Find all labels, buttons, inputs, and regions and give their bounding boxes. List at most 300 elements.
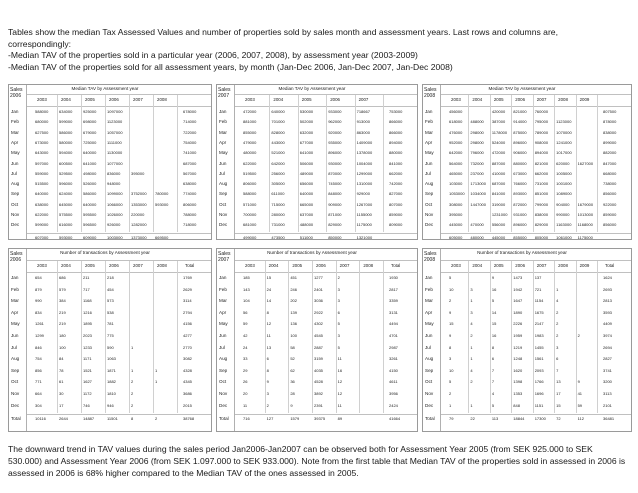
row-total: 2827 [603,356,612,362]
table-cell: 1026000 [107,212,123,217]
total-cell: 112 [577,416,584,422]
col-header-2009: 2009 [579,97,590,102]
col-header-2004: 2004 [472,263,483,268]
table-cell: 1620 [513,367,523,373]
row-total: 753000 [389,109,403,114]
col-header-2007: 2007 [133,97,143,102]
table-cell: 1066000 [107,201,123,207]
table-cell: 1895 [83,321,92,327]
table-cell: 1 [556,286,559,292]
table-cell: 893000 [513,191,527,197]
table-cell: 640000 [83,201,97,207]
row-total: 856000 [603,222,617,228]
row-total: 754000 [183,139,197,145]
table-cell: 3752000 [131,191,147,197]
col-divider [269,95,270,232]
row-total: 922000 [603,201,617,207]
table-cell: 454 [107,286,114,292]
table-cell: 7 [556,367,559,373]
table-cell: 410000 [491,170,506,176]
total-cell: 41664 [389,416,401,422]
row-total: 2693 [603,286,612,292]
col-divider [359,261,360,413]
col-header-2003: 2003 [451,263,461,268]
table-cell: 9 [266,379,269,385]
table-cell: 781 [107,321,114,327]
row-total: 4409 [603,321,612,327]
row-label-jun: Jun [219,333,227,338]
col-divider [597,261,598,413]
col-divider [576,261,577,413]
col-header-2005: 2005 [85,263,95,268]
row-label-may: May [219,321,228,327]
table-cell: 593000 [155,201,169,207]
table-cell: 3 [266,391,269,396]
row-total: 880000 [389,150,403,156]
table-cell: 2391 [314,402,323,408]
row-label-apr: Apr [219,139,227,145]
table-cell: 795000 [534,119,549,125]
row-label-dec: Dec [11,402,20,408]
total-cell: 11501 [107,416,118,422]
table-cell: 829000 [328,222,342,228]
table-cell: 1 [155,379,158,385]
row-total: 2987 [389,344,398,350]
table-cell: 906000 [513,150,527,156]
table-cell: 445000 [449,222,463,228]
row-label-jun: Jun [11,333,19,338]
table-cell: 771 [35,379,42,385]
table-cell: 15 [449,321,454,327]
row-total: 3131 [389,309,398,315]
row-total: 3113 [603,391,612,396]
table-cell: 2 [470,379,473,385]
table-cell: 488000 [470,119,484,125]
row-label-oct: Oct [11,201,19,207]
table-cell: 1766 [534,379,544,385]
row-total: 1624 [603,275,612,280]
table-cell: 717 [83,286,90,292]
table-cell: 220000 [131,212,145,217]
table-cell: 14 [491,309,497,315]
row-total: 687000 [183,160,197,166]
table-cell: 579 [59,286,66,292]
total-cell: 1003000 [107,234,123,240]
table-cell: 3036 [314,298,323,304]
col-header-2007: 2007 [536,263,547,268]
table-cell: 1409000 [356,139,373,145]
table-cell: 5 [491,402,495,408]
table-cell: 9 [491,275,495,280]
table-cell: 990000 [556,212,570,217]
row-label-jun: Jun [425,160,433,166]
table-cell: 472000 [243,109,257,114]
col-header-2006: 2006 [330,97,340,102]
table-cell: 1447000 [470,201,486,207]
table-cell: 894000 [534,150,549,156]
table-cell: 1942 [513,286,523,292]
table-cell: 8 [266,367,269,373]
table-cell: 677000 [299,139,314,145]
sales-year-label: Sales 2007 [217,249,235,431]
row-label-may: May [219,150,228,156]
table-cell: 1647 [513,298,523,304]
total-cell: 2644 [59,416,68,422]
table-cell: 1890 [513,309,523,315]
row-label-dec: Dec [219,222,228,228]
row-label-jan: Jan [219,275,227,280]
row-label-jun: Jun [425,333,433,338]
row-total: 2794 [183,309,192,315]
table-cell: 498000 [83,170,97,176]
table-cell: 488000 [299,222,314,228]
sales-year-label: Sales 2006 [9,85,27,239]
table-cell: 2023 [83,333,92,338]
table-cell: 52 [290,356,295,362]
table-cell: 8 [266,309,269,315]
table-cell: 7 [491,367,495,373]
table-cell: 280000 [271,212,285,217]
row-total: 882000 [603,150,617,156]
table-cell: 700000 [243,212,257,217]
table-cell: 100 [59,344,66,350]
sales-year-label: Sales 2007 [217,85,235,239]
table-cell: 641000 [299,150,314,156]
table-cell: 1089000 [556,191,572,197]
col-header-2006: 2006 [316,263,326,268]
table-cell: 1233 [83,344,92,350]
total-cell: 39375 [314,416,326,422]
col-divider [336,261,337,413]
table-cell: 59 [243,321,248,327]
row-total: 4494 [389,321,398,327]
intro-text [8,27,628,73]
total-cell: 17300 [534,416,546,422]
table-cell: 4528 [314,379,323,385]
table-cell: 1282000 [131,222,147,228]
table-cell: 529500 [59,170,73,176]
col-divider [468,261,469,413]
row-label-may: May [425,150,434,156]
table-cell: 26 [243,379,248,385]
table-cell: 1097000 [107,109,123,114]
table-cell: 686 [59,275,66,280]
tav-table-3 [422,84,632,240]
table-cell: 656000 [299,181,314,187]
row-total: 807500 [603,109,617,114]
table-cell: 665000 [299,201,314,207]
col-header-2006: 2006 [515,263,526,268]
table-cell: 588000 [35,109,49,114]
col-divider [383,261,384,413]
table-cell: 246 [290,286,298,292]
table-cell: 1299000 [356,170,373,176]
table-cell: 502000 [299,119,314,125]
table-cell: 870000 [328,170,342,176]
table-cell: 634000 [59,109,73,114]
row-total: 859000 [603,212,617,217]
col-header-2004: 2004 [61,263,71,268]
row-total: 2101 [603,402,612,408]
table-cell: 645000 [59,201,73,207]
table-cell: 1627 [83,379,92,385]
caption-rule [27,260,211,261]
row-label-sep: Sep [11,367,20,373]
row-total: 722000 [183,129,197,135]
row-label-apr: Apr [11,309,19,315]
table-cell: 521000 [271,150,285,156]
table-cell: 489000 [299,170,314,176]
table-cell: 9 [449,309,452,315]
caption-rule [27,94,211,95]
col-divider [153,261,154,413]
table-cell: 1063 [107,356,116,362]
total-rule [441,233,631,234]
total-cell: 2 [155,416,158,422]
total-cell: 669500 [155,234,169,240]
col-divider [576,95,577,232]
tav-table-2 [216,84,418,240]
row-label-mar: Mar [425,129,433,135]
table-cell: 721 [534,286,542,292]
table-cell: 796000 [470,150,484,156]
table-cell: 1178000 [491,129,508,135]
col-divider [355,95,356,232]
table-cell: 6 [491,356,495,362]
row-total: 3593 [603,309,612,315]
table-cell: 1155000 [356,212,372,217]
table-cell: 3892 [314,391,323,396]
table-cell: 305000 [271,181,285,187]
col-header-2008: 2008 [157,97,167,102]
row-label-sep: Sep [425,191,434,197]
table-caption: Median TAV by Assessment year [488,86,556,91]
table-cell: 880000 [513,160,527,166]
row-label-may: May [11,150,20,156]
intro-line-2: correspondingly: [8,38,72,49]
total-cell: 445000 [491,234,506,240]
table-cell: 13 [556,379,561,385]
table-cell: 887000 [491,160,506,166]
table-cell: 1398 [513,379,523,385]
col-divider [129,95,130,232]
table-cell: 821000 [534,160,549,166]
row-total: 4277 [183,333,192,338]
total-cell: 22 [470,416,475,422]
table-cell: 4 [470,321,473,327]
total-rule [235,233,417,234]
row-label-sep: Sep [425,367,434,373]
row-total: 741000 [183,150,197,156]
table-cell: 896000 [513,139,527,145]
table-cell: 962000 [328,119,342,125]
table-cell: 185 [243,275,250,280]
table-cell: 575500 [59,212,73,217]
table-cell: 1005000 [556,170,572,176]
table-cell: 103000 [449,181,463,187]
table-cell: 395000 [131,170,145,176]
col-header-2005: 2005 [493,263,504,268]
table-cell: 673000 [513,170,527,176]
table-cell: 15 [491,321,497,327]
table-cell: 298000 [470,139,484,145]
table-cell: 896000 [328,150,342,156]
table-cell: 3 [556,344,559,350]
table-cell: 580000 [59,139,73,145]
row-label-nov: Nov [425,212,434,217]
table-cell: 596500 [83,222,97,228]
col-divider [153,95,154,232]
table-cell: 829000 [534,222,549,228]
table-cell: 1168000 [577,222,593,228]
table-cell: 1053000 [449,191,465,197]
table-cell: 2887 [314,344,323,350]
table-cell: 11 [243,402,248,408]
table-cell: 1983 [534,333,544,338]
table-cell: 2 [266,402,269,408]
table-cell: 1171 [83,356,92,362]
table-cell: 1675 [534,309,544,315]
table-cell: 908000 [534,139,549,145]
col-header-total: Total [391,263,401,268]
table-cell: 1123000 [556,119,572,125]
row-total: 662000 [389,170,403,176]
table-cell: 640000 [83,150,97,156]
col-divider [298,95,299,232]
table-cell: 29 [243,367,248,373]
row-label-mar: Mar [219,298,227,304]
total-cell: 855000 [513,234,527,240]
table-cell: 1168 [83,298,92,304]
header-rule [441,272,631,273]
count-table-3 [422,248,632,432]
table-caption: Median TAV by Assessment year [278,86,346,91]
table-cell: 643000 [35,150,49,156]
table-cell: 237000 [470,170,484,176]
sales-year-label: Sales 2006 [9,249,27,431]
row-total: 718000 [183,222,197,228]
table-cell: 622000 [35,212,49,217]
caption-rule [441,260,631,261]
total-cell: 850000 [328,234,342,240]
table-cell: 595500 [83,212,97,217]
table-cell: 10 [449,367,454,373]
col-header-2003: 2003 [451,97,461,102]
table-cell: 933000 [328,109,342,114]
col-divider [468,95,469,232]
table-cell: 2 [556,333,559,338]
table-cell: 4 [491,391,495,396]
table-cell: 1111000 [107,139,122,145]
row-label-jan: Jan [11,109,19,114]
row-label-oct: Oct [219,379,227,385]
table-cell: 1004000 [356,160,373,166]
table-cell: 2 [556,309,559,315]
table-cell: 925000 [83,109,97,114]
table-cell: 881000 [243,119,257,125]
total-cell: 36481 [603,416,615,422]
table-cell: 588000 [243,191,257,197]
table-cell: 8 [491,344,495,350]
table-cell: 387000 [491,119,506,125]
table-cell: 218 [107,275,114,280]
caption-rule [235,260,417,261]
total-cell: 113 [491,416,499,422]
table-cell: 308000 [449,201,463,207]
table-cell: 571000 [243,201,257,207]
table-cell: 12 [266,321,272,327]
table-cell: 1 [470,298,473,304]
row-label-total: Total [11,416,21,422]
table-cell: 848000 [328,191,342,197]
row-total: 894000 [389,139,403,145]
total-cell: 1373000 [131,234,147,240]
row-total: 866000 [389,119,403,125]
row-label-jan: Jan [425,109,433,114]
col-header-2008: 2008 [157,263,167,268]
col-header-2007: 2007 [133,263,143,268]
table-cell: 746 [83,402,90,408]
header-rule [441,106,631,107]
table-cell: 828000 [271,129,285,135]
col-divider [533,95,534,232]
row-total: 899000 [603,139,617,145]
col-divider [511,261,512,413]
col-divider [81,95,82,232]
row-label-jul: Jul [11,170,17,176]
table-cell: 12 [337,391,343,396]
table-cell: 14 [266,298,272,304]
table-cell: 1151 [534,402,544,408]
table-cell: 78 [59,367,64,373]
table-cell: 806000 [243,181,257,187]
count-table-1 [8,248,212,432]
table-cell: 1 [131,344,134,350]
total-cell: 593000 [59,234,73,240]
row-label-mar: Mar [11,298,19,304]
table-cell: 834 [35,309,42,315]
table-cell: 3 [470,286,473,292]
table-cell: 61 [59,379,64,385]
row-label-oct: Oct [11,379,19,385]
table-cell: 698000 [83,119,97,125]
table-cell: 679000 [83,129,97,135]
table-cell: 556000 [491,222,506,228]
table-cell: 456000 [449,109,463,114]
col-divider [288,261,289,413]
row-total: 847000 [603,160,617,166]
table-cell: 616000 [59,222,73,228]
row-total: 2817 [389,286,398,292]
header-rule [27,272,211,273]
footer-line-2: 530.000) and Assessment Year 2006 (from SEK 1.097.000 to SEK 933.000). Note from the first table that Median TAV of the properties sold in assessed in 2006 is [8,456,626,466]
table-cell: 597000 [35,160,49,166]
footer-text [8,443,630,479]
total-cell: 716 [243,416,250,422]
table-cell: 599000 [59,119,73,125]
table-cell: 9 [577,379,580,385]
row-total: 807000 [389,201,403,207]
table-cell: 6 [556,356,559,362]
col-divider [57,95,58,232]
table-cell: 863000 [356,129,370,135]
table-cell: 638000 [35,201,49,207]
table-cell: 1175000 [356,222,372,228]
row-total: 3974 [603,333,612,338]
row-total: 856000 [603,191,617,197]
row-label-may: May [425,321,434,327]
table-cell: 16 [491,333,497,338]
